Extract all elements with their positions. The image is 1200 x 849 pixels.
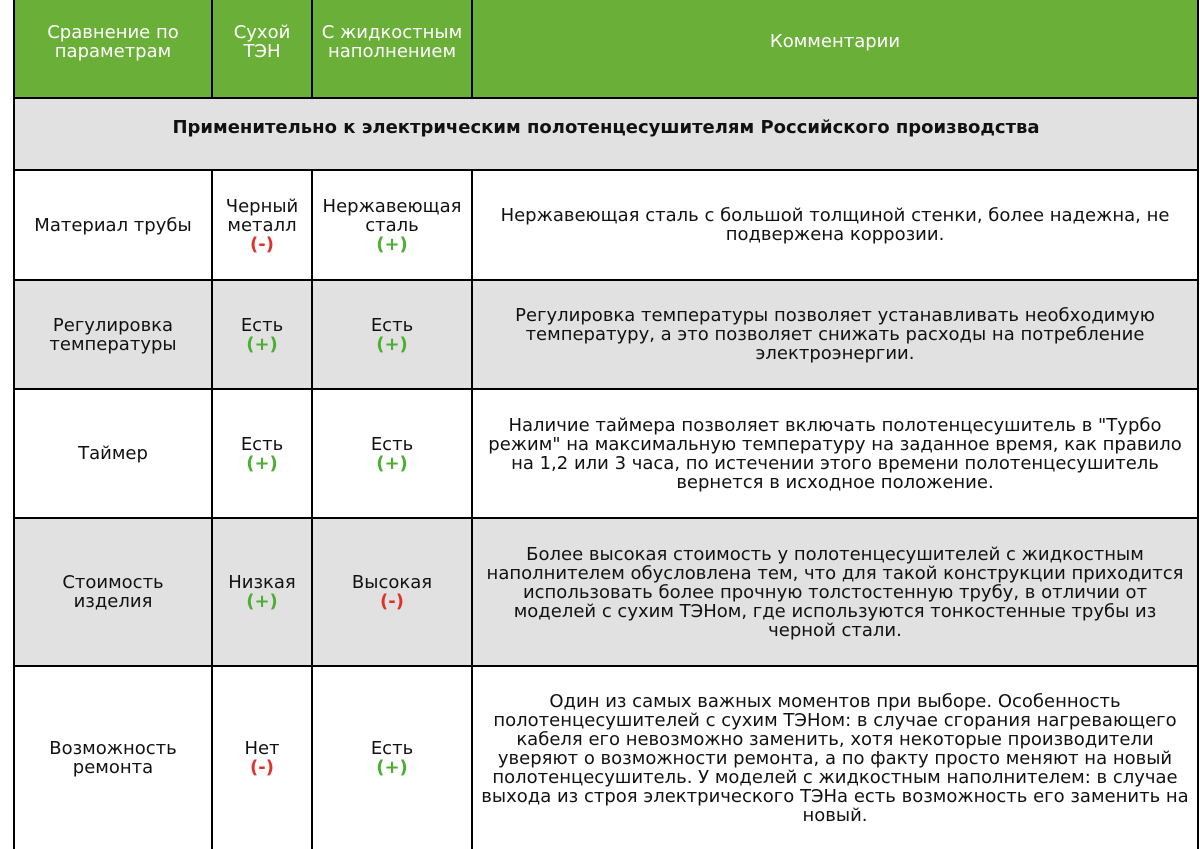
row-comment: Один из самых важных моментов при выборе. Особенность полотенцесушителей с сухим ТЭНом: в случае сгорания нагревающего кабеля его невозможно заменить, хотя некоторые производители уверяют о возможности ремонта, а по факту просто меняют на новый полотенцесушитель. У моделей с жидкостным наполнителем: в случае выхода из строя электрического ТЭНа есть возможность его заменить на новый.: [472, 666, 1198, 849]
header-liquid-filled: С жидкостным наполнением: [312, 0, 472, 98]
header-parameter: Сравнение по параметрам: [14, 0, 212, 98]
liquid-value-text: Высокая: [351, 572, 433, 593]
dry-value-mark: (-): [250, 233, 274, 255]
liquid-value-mark: (+): [376, 233, 408, 255]
row-comment: Более высокая стоимость у полотенцесушителей с жидкостным наполнителем обусловлена тем, что для такой конструкции приходится использовать более прочную толстостенную трубу, в отличии от моделей с сухим ТЭНом, где используются тонкостенные трубы из черной стали.: [472, 518, 1198, 666]
liquid-value-text: Есть: [370, 433, 414, 455]
dry-value-text: Есть: [240, 314, 284, 336]
dry-value-text: Черный металл: [225, 195, 299, 236]
dry-value-mark: (-): [250, 757, 274, 778]
dry-value-mark: (+): [246, 452, 278, 474]
dry-value-mark: (+): [246, 591, 278, 612]
header-dry-ten: Сухой ТЭН: [212, 0, 312, 98]
row-liquid-value: [312, 389, 472, 518]
liquid-value-text: Есть: [370, 738, 414, 759]
row-liquid-value: [312, 280, 472, 389]
row-liquid-value: [312, 666, 472, 849]
table-row: [14, 666, 1198, 849]
liquid-value-mark: (-): [380, 591, 404, 612]
row-comment: Наличие таймера позволяет включать полотенцесушитель в "Турбо режим" на максимальную температуру на заданное время, как правило на 1,2 или 3 часа, по истечении этого времени полотенцесушитель вернется в исходное положение.: [472, 389, 1198, 518]
row-dry-value: [212, 280, 312, 389]
table-row: [14, 518, 1198, 666]
row-comment: Регулировка температуры позволяет устанавливать необходимую температуру, а это позволяет снижать расходы на потребление электроэнергии.: [472, 280, 1198, 389]
comparison-table: [13, 0, 1199, 849]
liquid-value-text: Нержавеющая сталь: [322, 195, 462, 236]
row-dry-value: [212, 389, 312, 518]
table-row: [14, 170, 1198, 280]
liquid-value-mark: (+): [376, 757, 408, 778]
table-row: [14, 280, 1198, 389]
row-liquid-value: [312, 170, 472, 280]
dry-value-text: Есть: [240, 433, 284, 455]
row-dry-value: [212, 666, 312, 849]
liquid-value-mark: (+): [376, 452, 408, 474]
table-header-row: [14, 0, 1198, 98]
row-parameter: Таймер: [14, 389, 212, 518]
section-title: Применительно к электрическим полотенцесушителям Российского производства: [14, 98, 1198, 170]
row-parameter: Регулировка температуры: [14, 280, 212, 389]
row-dry-value: [212, 170, 312, 280]
row-parameter: Материал трубы: [14, 170, 212, 280]
dry-value-mark: (+): [246, 333, 278, 355]
row-liquid-value: [312, 518, 472, 666]
table-row: [14, 389, 1198, 518]
section-row: [14, 98, 1198, 170]
row-parameter: Стоимость изделия: [14, 518, 212, 666]
liquid-value-mark: (+): [376, 333, 408, 355]
row-dry-value: [212, 518, 312, 666]
dry-value-text: Низкая: [228, 572, 296, 593]
liquid-value-text: Есть: [370, 314, 414, 336]
row-parameter: Возможность ремонта: [14, 666, 212, 849]
dry-value-text: Нет: [244, 738, 280, 759]
header-comments: Комментарии: [472, 0, 1198, 98]
row-comment: Нержавеющая сталь с большой толщиной стенки, более надежна, не подвержена коррозии.: [472, 170, 1198, 280]
